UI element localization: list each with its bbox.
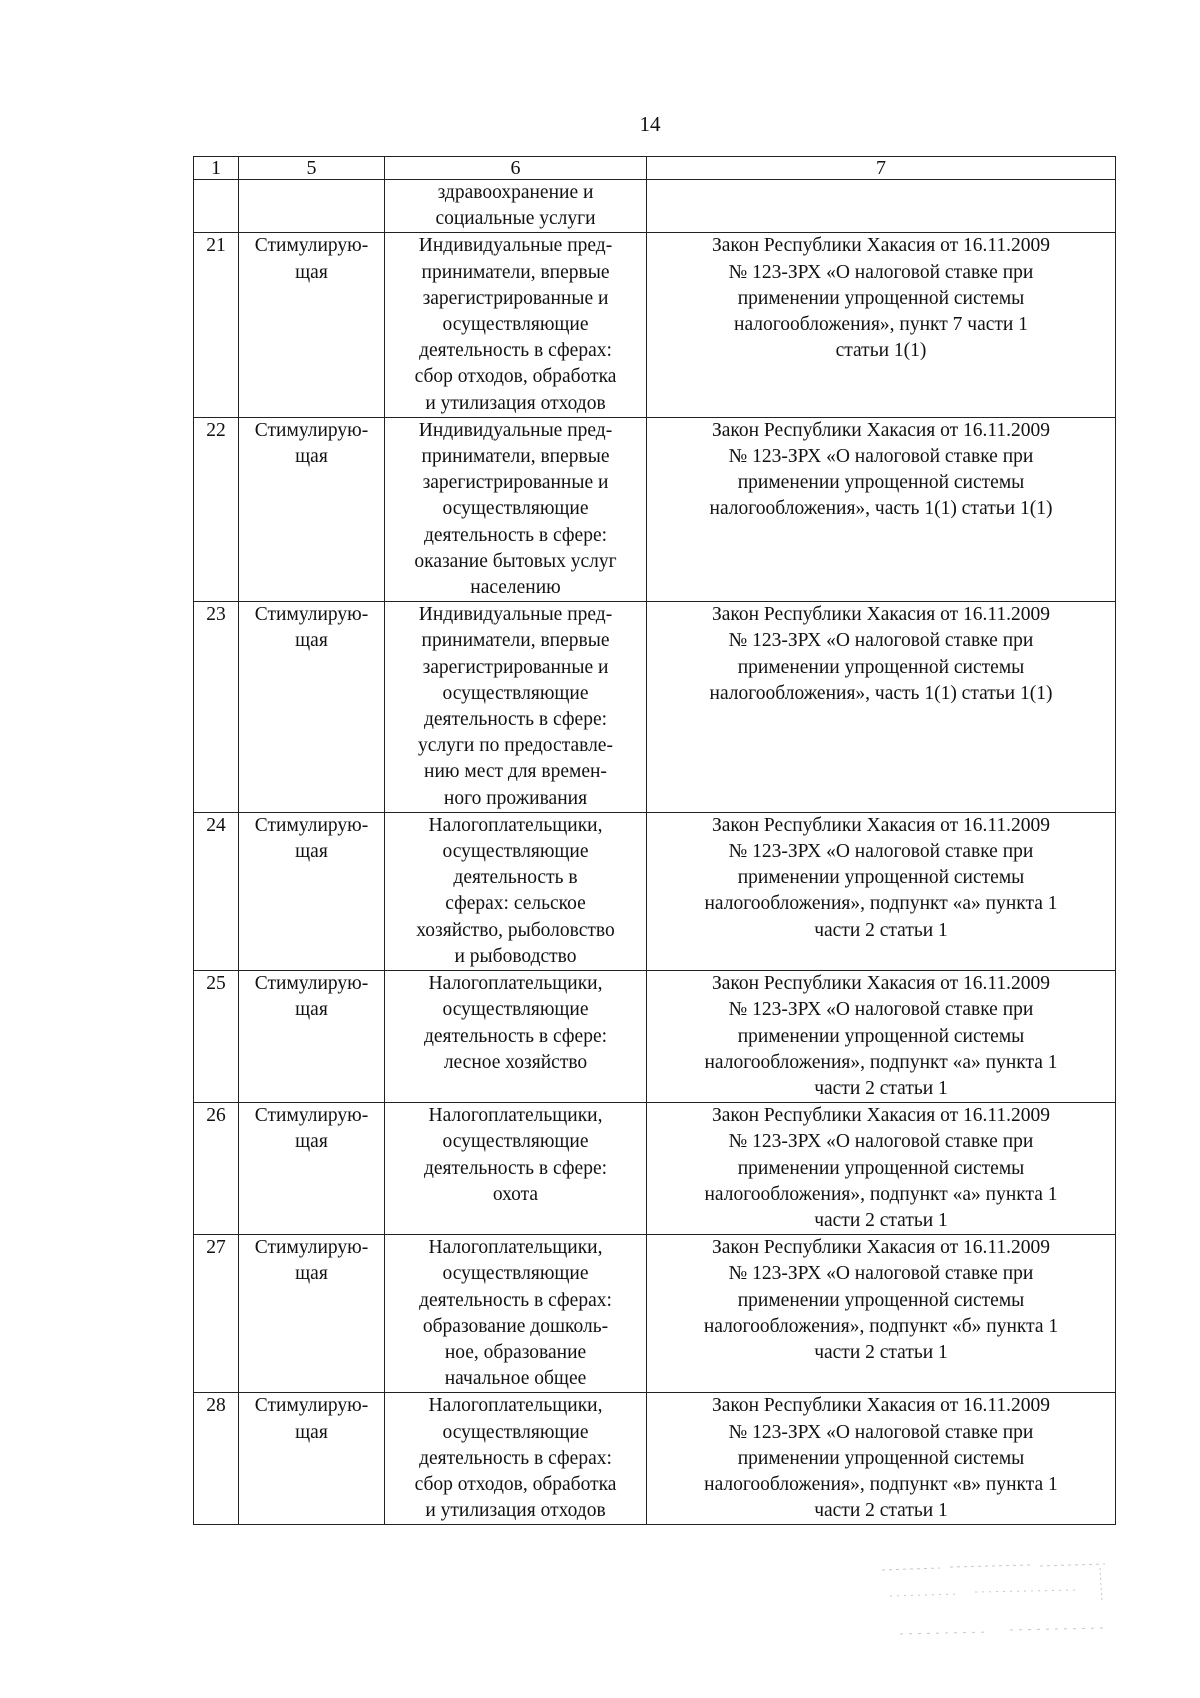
- row-number-cell: 21: [194, 233, 239, 417]
- type-line: щая: [295, 1421, 328, 1443]
- type-line: Стимулирую-: [254, 1395, 369, 1417]
- category-line: приниматели, впервые: [421, 261, 610, 283]
- law-line: налогообложения», подпункт «в» пункта 1: [704, 1473, 1058, 1495]
- category-line: и утилизация отходов: [425, 392, 606, 414]
- category-line: образование дошколь-: [422, 1315, 609, 1337]
- category-line: охота: [492, 1183, 539, 1205]
- category-line: Индивидуальные пред-: [418, 235, 613, 257]
- category-line: Налогоплательщики,: [428, 1237, 603, 1259]
- category-line: социальные услуги: [435, 208, 596, 230]
- category-line: осуществляющие: [442, 1263, 589, 1285]
- legal-basis-cell: [647, 1393, 1116, 1525]
- row-number-cell: 25: [194, 971, 239, 1103]
- category-line: Индивидуальные пред-: [418, 419, 613, 441]
- incentive-type-cell: [239, 1103, 385, 1235]
- type-line: щая: [295, 261, 328, 283]
- continuation-type-cell: [239, 180, 385, 233]
- category-line: деятельность в сфере:: [423, 524, 608, 546]
- table-row: [194, 417, 1116, 601]
- category-line: лесное хозяйство: [443, 1051, 588, 1073]
- law-line: налогообложения», подпункт «а» пункта 1: [704, 1183, 1058, 1205]
- law-line: применении упрощенной системы: [737, 1289, 1025, 1311]
- type-line: Стимулирую-: [254, 235, 369, 257]
- category-line: деятельность в сферах:: [419, 1447, 612, 1469]
- taxpayer-category-cell: [385, 812, 647, 970]
- category-line: зарегистрированные и: [422, 656, 609, 678]
- category-line: приниматели, впервые: [421, 630, 610, 652]
- category-line: осуществляющие: [442, 841, 589, 863]
- table-row: [194, 1393, 1116, 1525]
- law-line: части 2 статьи 1: [814, 1077, 948, 1099]
- continuation-law-cell: [647, 180, 1116, 233]
- law-line: части 2 статьи 1: [814, 1341, 948, 1363]
- category-line: здравоохранение и: [437, 182, 594, 203]
- incentive-type-cell: [239, 1393, 385, 1525]
- category-line: сферах: сельское: [445, 893, 586, 915]
- category-line: осуществляющие: [442, 498, 589, 520]
- category-line: осуществляющие: [442, 1421, 589, 1443]
- incentive-type-cell: [239, 602, 385, 813]
- incentive-type-cell: [239, 233, 385, 417]
- law-line: № 123-ЗРХ «О налоговой ставке при: [728, 1263, 1034, 1285]
- law-line: № 123-ЗРХ «О налоговой ставке при: [728, 999, 1034, 1021]
- law-line: Закон Республики Хакасия от 16.11.2009: [711, 814, 1051, 836]
- law-line: применении упрощенной системы: [737, 1025, 1025, 1047]
- category-line: ное, образование: [444, 1341, 587, 1363]
- category-line: зарегистрированные и: [422, 472, 609, 494]
- continuation-row: [194, 180, 1116, 233]
- law-line: Закон Республики Хакасия от 16.11.2009: [711, 235, 1051, 257]
- incentive-type-cell: [239, 812, 385, 970]
- category-line: зарегистрированные и: [422, 287, 609, 309]
- taxpayer-category-cell: [385, 971, 647, 1103]
- category-line: деятельность в сферах:: [419, 340, 612, 362]
- type-line: щая: [295, 1131, 328, 1153]
- category-line: деятельность в сфере:: [423, 1157, 608, 1179]
- table-row: [194, 1235, 1116, 1393]
- category-line: осуществляющие: [442, 999, 589, 1021]
- row-number-cell: 26: [194, 1103, 239, 1235]
- law-line: части 2 статьи 1: [814, 919, 948, 941]
- law-line: налогообложения», часть 1(1) статьи 1(1): [709, 498, 1053, 520]
- law-line: части 2 статьи 1: [814, 1500, 948, 1522]
- row-number-cell: 23: [194, 602, 239, 813]
- category-line: осуществляющие: [442, 682, 589, 704]
- type-line: щая: [295, 999, 328, 1021]
- category-line: деятельность в сфере:: [423, 1025, 608, 1047]
- category-line: осуществляющие: [442, 314, 589, 336]
- header-cell-col7: 7: [647, 157, 1116, 180]
- law-line: Закон Республики Хакасия от 16.11.2009: [711, 1237, 1051, 1259]
- legal-basis-cell: [647, 1103, 1116, 1235]
- page-number: 14: [639, 112, 661, 136]
- type-line: Стимулирую-: [254, 814, 369, 836]
- category-line: начальное общее: [444, 1368, 587, 1390]
- law-line: Закон Республики Хакасия от 16.11.2009: [711, 604, 1051, 626]
- incentive-type-cell: [239, 971, 385, 1103]
- law-line: применении упрощенной системы: [737, 1447, 1025, 1469]
- law-line: налогообложения», подпункт «б» пункта 1: [703, 1315, 1059, 1337]
- taxpayer-category-cell: [385, 417, 647, 601]
- law-line: № 123-ЗРХ «О налоговой ставке при: [728, 1421, 1034, 1443]
- type-line: щая: [295, 630, 328, 652]
- law-line: налогообложения», часть 1(1) статьи 1(1): [709, 682, 1053, 704]
- category-line: и рыбоводство: [454, 945, 577, 967]
- type-line: Стимулирую-: [254, 1105, 369, 1127]
- taxpayer-category-cell: [385, 1235, 647, 1393]
- law-line: № 123-ЗРХ «О налоговой ставке при: [728, 1131, 1034, 1153]
- category-line: ного проживания: [443, 787, 588, 809]
- type-line: щая: [295, 1263, 328, 1285]
- law-line: применении упрощенной системы: [737, 867, 1025, 889]
- header-cell-col5: 5: [239, 157, 385, 180]
- category-line: деятельность в сфере:: [423, 709, 608, 731]
- law-line: Закон Республики Хакасия от 16.11.2009: [711, 1395, 1051, 1417]
- legal-basis-cell: [647, 233, 1116, 417]
- type-line: щая: [295, 841, 328, 863]
- legal-basis-cell: [647, 1235, 1116, 1393]
- table-row: [194, 1103, 1116, 1235]
- header-cell-col6: 6: [385, 157, 647, 180]
- law-line: части 2 статьи 1: [814, 1209, 948, 1231]
- type-line: Стимулирую-: [254, 419, 369, 441]
- table-row: [194, 602, 1116, 813]
- row-number-cell: 24: [194, 812, 239, 970]
- category-line: и утилизация отходов: [425, 1500, 606, 1522]
- category-line: хозяйство, рыболовство: [416, 919, 615, 941]
- header-cell-col1: 1: [194, 157, 239, 180]
- legal-basis-cell: [647, 971, 1116, 1103]
- category-line: Налогоплательщики,: [428, 1105, 603, 1127]
- law-line: применении упрощенной системы: [737, 656, 1025, 678]
- category-line: осуществляющие: [442, 1131, 589, 1153]
- law-line: Закон Республики Хакасия от 16.11.2009: [711, 973, 1051, 995]
- taxpayer-category-cell: [385, 1393, 647, 1525]
- table-header-row: [194, 157, 1116, 180]
- law-line: № 123-ЗРХ «О налоговой ставке при: [728, 261, 1034, 283]
- law-line: Закон Республики Хакасия от 16.11.2009: [711, 419, 1051, 441]
- category-line: деятельность в сферах:: [419, 1289, 612, 1311]
- type-line: Стимулирую-: [254, 973, 369, 995]
- tax-benefits-table: [193, 156, 1116, 1525]
- law-line: № 123-ЗРХ «О налоговой ставке при: [728, 841, 1034, 863]
- category-line: сбор отходов, обработка: [414, 366, 617, 388]
- category-line: нию мест для времен-: [424, 761, 607, 783]
- row-number-cell: 27: [194, 1235, 239, 1393]
- law-line: № 123-ЗРХ «О налоговой ставке при: [728, 630, 1034, 652]
- law-line: Закон Республики Хакасия от 16.11.2009: [711, 1105, 1051, 1127]
- category-line: деятельность в: [453, 867, 578, 889]
- taxpayer-category-cell: [385, 1103, 647, 1235]
- continuation-category-cell: [385, 180, 647, 233]
- legal-basis-cell: [647, 417, 1116, 601]
- category-line: приниматели, впервые: [421, 446, 610, 468]
- incentive-type-cell: [239, 417, 385, 601]
- taxpayer-category-cell: [385, 233, 647, 417]
- legal-basis-cell: [647, 602, 1116, 813]
- row-number-cell: 22: [194, 417, 239, 601]
- category-line: оказание бытовых услуг: [414, 550, 617, 572]
- table-row: [194, 971, 1116, 1103]
- continuation-num-cell: [194, 180, 239, 233]
- type-line: щая: [295, 446, 328, 468]
- law-line: налогообложения», подпункт «а» пункта 1: [704, 893, 1058, 915]
- table-row: [194, 233, 1116, 417]
- category-line: Индивидуальные пред-: [418, 604, 613, 626]
- faint-scan-marks: [880, 1562, 1110, 1640]
- category-line: Налогоплательщики,: [428, 1395, 603, 1417]
- law-line: применении упрощенной системы: [737, 1157, 1025, 1179]
- law-line: налогообложения», подпункт «а» пункта 1: [704, 1051, 1058, 1073]
- category-line: услуги по предоставле-: [418, 735, 613, 757]
- row-number-cell: 28: [194, 1393, 239, 1525]
- law-line: налогообложения», пункт 7 части 1: [734, 314, 1028, 336]
- law-line: статьи 1(1): [835, 340, 927, 362]
- legal-basis-cell: [647, 812, 1116, 970]
- category-line: Налогоплательщики,: [428, 973, 603, 995]
- type-line: Стимулирую-: [254, 1237, 369, 1259]
- category-line: сбор отходов, обработка: [414, 1473, 617, 1495]
- law-line: применении упрощенной системы: [737, 472, 1025, 494]
- law-line: № 123-ЗРХ «О налоговой ставке при: [728, 446, 1034, 468]
- table-row: [194, 812, 1116, 970]
- law-line: применении упрощенной системы: [737, 287, 1025, 309]
- incentive-type-cell: [239, 1235, 385, 1393]
- category-line: населению: [470, 577, 561, 599]
- category-line: Налогоплательщики,: [428, 814, 603, 836]
- type-line: Стимулирую-: [254, 604, 369, 626]
- taxpayer-category-cell: [385, 602, 647, 813]
